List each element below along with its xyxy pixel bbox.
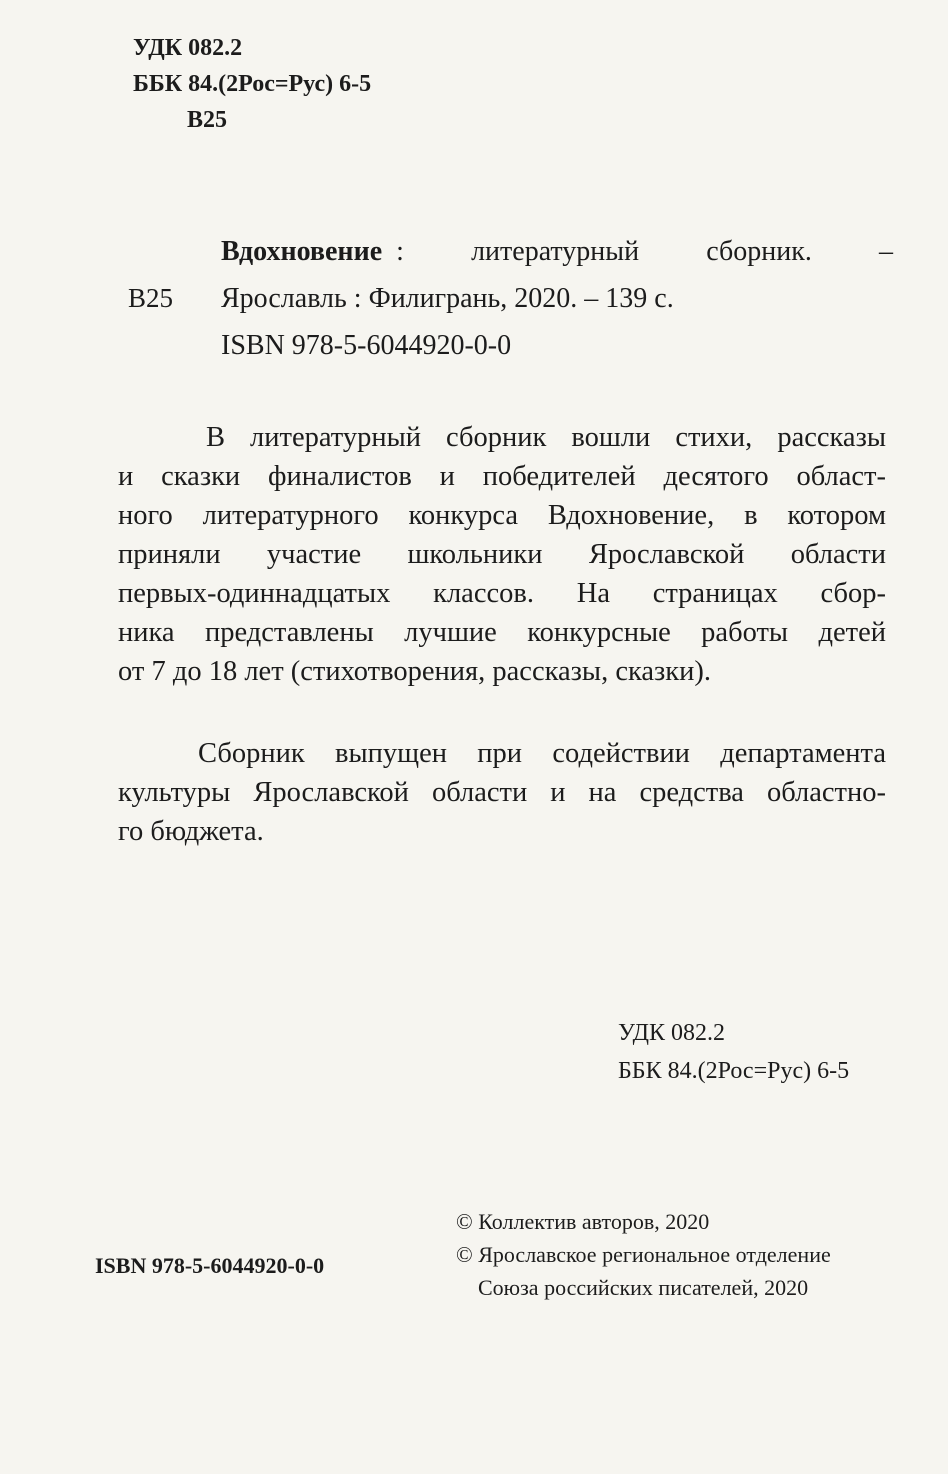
author-mark: В25	[187, 107, 228, 133]
top-classification-codes	[133, 30, 371, 138]
bbk-code-bottom: ББК 84.(2Рос=Рус) 6-5	[618, 1058, 850, 1084]
copyright-line-2: © Ярославское региональное отделение	[456, 1242, 831, 1267]
text-line: от 7 до 18 лет (стихотворения, рассказы, сказки).	[118, 656, 712, 687]
text-line: приняли участие школьники Ярославской области	[118, 539, 886, 570]
title-dash: –	[879, 236, 893, 267]
text-line: ника представлены лучшие конкурсные работы детей	[118, 617, 886, 648]
copyright-line-3: Союза российских писателей, 2020	[478, 1275, 809, 1300]
text-line: первых-одиннадцатых классов. На страницах сбор-	[118, 578, 886, 609]
copyright-line-1: © Коллектив авторов, 2020	[456, 1209, 710, 1234]
book-title: Вдохновение	[221, 236, 383, 267]
annotation-paragraph-1	[118, 418, 886, 691]
title-line	[221, 228, 893, 275]
text-line: и сказки финалистов и победителей десятого област-	[118, 461, 886, 492]
bottom-classification-codes	[618, 1014, 849, 1090]
bibliographic-record	[128, 228, 898, 369]
udk-code-bottom: УДК 082.2	[618, 1020, 725, 1046]
title-word-2: сборник.	[706, 236, 812, 267]
copyright-block	[456, 1205, 831, 1304]
title-word-1: литературный	[471, 236, 640, 267]
title-colon: :	[396, 236, 404, 267]
udk-code: УДК 082.2	[133, 35, 243, 61]
text-line: го бюджета.	[118, 816, 264, 847]
annotation-paragraph-2	[118, 734, 886, 851]
bbk-code: ББК 84.(2Рос=Рус) 6-5	[133, 71, 372, 97]
isbn-bottom: ISBN 978-5-6044920-0-0	[95, 1253, 325, 1278]
side-author-mark: В25	[128, 283, 174, 313]
text-line: ного литературного конкурса Вдохновение, в котором	[118, 500, 886, 531]
text-line: В литературный сборник вошли стихи, рассказы	[206, 422, 886, 453]
text-line: культуры Ярославской области и на средства областно-	[118, 777, 886, 808]
publication-info: Ярославль : Филигрань, 2020. – 139 с.	[221, 283, 674, 314]
text-line: Сборник выпущен при содействии департамента	[198, 738, 886, 769]
isbn-top: ISBN 978-5-6044920-0-0	[221, 330, 512, 361]
